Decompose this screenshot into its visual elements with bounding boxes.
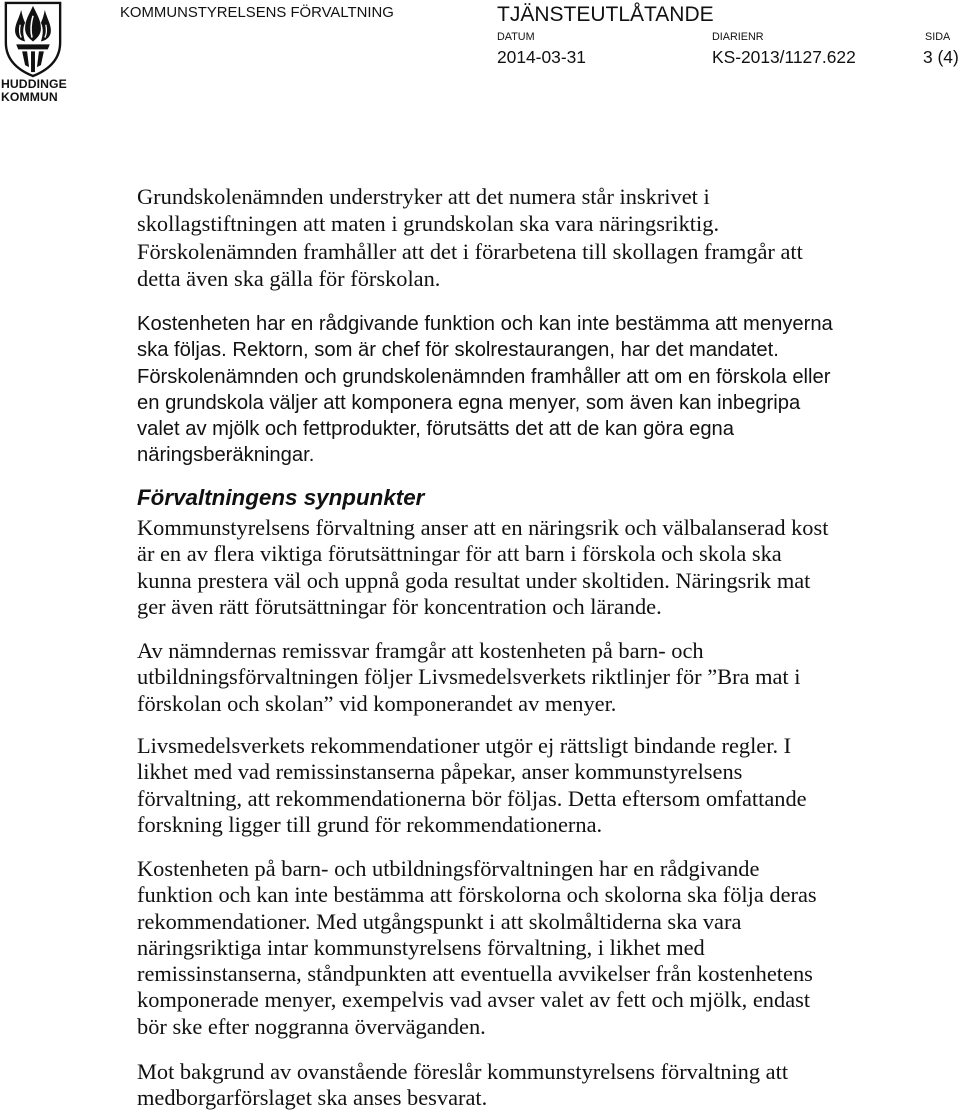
text-line: näringsberäkningar. bbox=[137, 444, 315, 467]
text-line: detta även ska gälla för förskolan. bbox=[137, 265, 441, 291]
text-line: Mot bakgrund av ovanstående föreslår kommunstyrelsens förvaltning att bbox=[137, 1059, 789, 1084]
reference-label: DIARIENR bbox=[712, 31, 764, 43]
text-line: är en av flera viktiga förutsättningar för att barn i förskola och skola ska bbox=[137, 541, 782, 567]
text-line: rekommendationer. Med utgångspunkt i att skolmåltiderna ska vara bbox=[137, 908, 742, 934]
text-line: forskning ligger till grund för rekommendationerna. bbox=[137, 811, 603, 837]
text-line: Livsmedelsverkets rekommendationer utgör ej rättsligt bindande regler. I bbox=[137, 733, 792, 758]
page-label: SIDA bbox=[925, 31, 951, 43]
reference-value: KS-2013/1127.622 bbox=[712, 47, 856, 67]
paragraph bbox=[137, 856, 817, 1040]
paragraph bbox=[137, 183, 803, 292]
text-line: näringsriktiga intar kommunstyrelsens förvaltning, i likhet med bbox=[137, 934, 705, 960]
paragraph bbox=[137, 733, 807, 838]
text-line: en grundskola väljer att komponera egna menyer, som även kan inbegripa bbox=[137, 391, 801, 414]
text-line: medborgarförslaget ska anses besvarat. bbox=[137, 1085, 488, 1111]
date-value: 2014-03-31 bbox=[497, 47, 586, 67]
department-name: KOMMUNSTYRELSENS FÖRVALTNING bbox=[120, 5, 394, 21]
text-line: förskolan och skolan” vid komponerandet av menyer. bbox=[137, 690, 617, 716]
text-line: funktion och kan inte bestämma att förskolorna och skolorna ska följa deras bbox=[137, 882, 817, 908]
logo-name-line2: KOMMUN bbox=[1, 90, 58, 104]
text-line: remissinstanserna, ståndpunkten att eventuella avvikelser från kostenhetens bbox=[137, 961, 813, 986]
text-line: Kostenheten på barn- och utbildningsförvaltningen har en rådgivande bbox=[137, 856, 760, 881]
coat-of-arms-icon bbox=[3, 1, 63, 78]
text-line: ger även rätt förutsättningar för koncentration och lärande. bbox=[137, 593, 662, 619]
text-line: kunna prestera väl och uppnå goda resultat under skoltiden. Näringsrik mat bbox=[137, 567, 811, 593]
text-line: ska följas. Rektorn, som är chef för skolrestaurangen, har det mandatet. bbox=[137, 339, 779, 362]
text-line: komponerade menyer, exempelvis vad avser valet av fett och mjölk, endast bbox=[137, 987, 811, 1013]
paragraph bbox=[137, 311, 833, 469]
date-label: DATUM bbox=[497, 31, 535, 43]
paragraph bbox=[137, 638, 800, 717]
text-line: utbildningsförvaltningen följer Livsmedelsverkets riktlinjer för ”Bra mat i bbox=[137, 664, 801, 690]
text-line: Förskolenämnden och grundskolenämnden framhåller att om en förskola eller bbox=[137, 365, 831, 388]
text-line: Grundskolenämnden understryker att det numera står inskrivet i bbox=[137, 184, 710, 209]
page-number: 3 (4) bbox=[923, 47, 959, 67]
document-type-title: TJÄNSTEUTLÅTANDE bbox=[497, 3, 714, 26]
logo-name-line1: HUDDINGE bbox=[1, 77, 67, 91]
text-line: Kostenheten har en rådgivande funktion och kan inte bestämma att menyerna bbox=[137, 313, 833, 335]
paragraph bbox=[137, 1059, 788, 1112]
section-heading: Förvaltningens synpunkter bbox=[137, 485, 425, 510]
text-line: förvaltning, att rekommendationerna bör följas. Detta eftersom omfattande bbox=[137, 785, 807, 811]
text-line: likhet med vad remissinstanserna påpekar, anser kommunstyrelsens bbox=[137, 759, 743, 785]
paragraph bbox=[137, 515, 828, 620]
text-line: Förskolenämnden framhåller att det i förarbetena till skollagen framgår att bbox=[137, 238, 803, 264]
text-line: Kommunstyrelsens förvaltning anser att en näringsrik och välbalanserad kost bbox=[137, 515, 829, 540]
text-line: Av nämndernas remissvar framgår att kostenheten på barn- och bbox=[137, 638, 704, 663]
text-line: valet av mjölk och fettprodukter, förutsätts det att de kan göra egna bbox=[137, 418, 734, 440]
text-line: bör ske efter noggranna överväganden. bbox=[137, 1013, 486, 1039]
text-line: skollagstiftningen att maten i grundskolan ska vara näringsriktig. bbox=[137, 211, 720, 237]
